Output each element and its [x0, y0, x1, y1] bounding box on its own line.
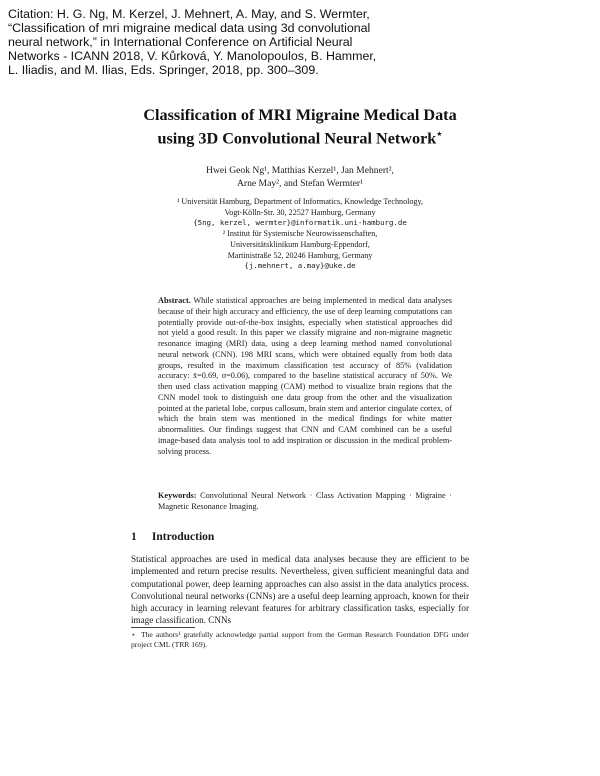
- footnote: [131, 630, 469, 651]
- affiliation-email: {5ng, kerzel, wermter}@informatik.uni-hamburg.de: [193, 218, 407, 228]
- section-number: 1: [131, 531, 137, 543]
- abstract: [158, 296, 452, 457]
- affiliations: [150, 197, 450, 272]
- affiliation-line: Vogt-Kölln-Str. 30, 22527 Hamburg, Germany: [224, 207, 376, 217]
- citation-line: Citation: H. G. Ng, M. Kerzel, J. Mehnert, A. May, and S. Wermter,: [8, 7, 370, 21]
- paper-title: [120, 106, 480, 148]
- citation-block: [8, 8, 594, 78]
- abstract-text: While statistical approaches are being implemented in medical data analyses because of their high accuracy and efficiency, the use of deep learning computations can potentially provide out-of-the-box insights, especially when statistical approaches did not yield a good result. In this paper we classify migraine and non-migraine magnetic resonance imaging (MRI) data, using a deep learning method named convolutional neural network (CNN). 198 MRI scans, which were obtained equally from both data groups, resulted in the maximum classification test accuracy of 85% (validation accuracy: x̄=0.69, σ=0.06), compared to the baseline statistical accuracy of 50%. We then used class activation mapping (CAM) method to visualize brain regions that the CNN model took to distinguish one data group from the other and the visualization pointed at the parietal lobe, corpus callosum, brain stem and anterior cingulate cortex, of which the brain stem was mentioned in the medical findings for white matter abnormalities. Our findings suggest that CNN and CAM combined can be a useful image-based data analysis tool to add inspiration or discussion in the medical problem-solving process.: [158, 296, 452, 456]
- author-line: Arne May², and Stefan Wermter¹: [236, 177, 364, 189]
- citation-line: Networks - ICANN 2018, V. Kůrková, Y. Manolopoulos, B. Hammer,: [8, 48, 377, 63]
- affiliation-email: {j.mehnert, a.may}@uke.de: [244, 261, 356, 271]
- keywords: [158, 491, 452, 513]
- citation-line: neural network,” in International Conference on Artificial Neural: [8, 34, 353, 49]
- author-list: [150, 165, 450, 190]
- affiliation-line: Martinistraße 52, 20246 Hamburg, Germany: [227, 250, 373, 260]
- title-footnote-mark: ⋆: [436, 129, 443, 140]
- affiliation-line: Universitätsklinikum Hamburg-Eppendorf,: [230, 239, 370, 249]
- keywords-text: Convolutional Neural Network · Class Activation Mapping · Migraine · Magnetic Resonance Imaging.: [158, 491, 453, 511]
- author-line: Hwei Geok Ng¹, Matthias Kerzel¹, Jan Mehnert²,: [206, 165, 394, 176]
- title-line-2: [120, 125, 480, 148]
- affiliation-line: ¹ Universität Hamburg, Department of Informatics, Knowledge Technology,: [176, 197, 424, 206]
- citation-line: “Classification of mri migraine medical data using 3d convolutional: [8, 20, 371, 35]
- title-line-text: using 3D Convolutional Neural Network: [157, 129, 437, 148]
- abstract-label: Abstract.: [158, 296, 191, 305]
- affiliation-line: ² Institut für Systemische Neurowissenschaften,: [222, 229, 378, 239]
- footnote-divider: [131, 627, 195, 628]
- section-body: Statistical approaches are used in medical data analyses because they are efficient to be implemented and return precise results. Nevertheless, given sufficient meaningful data and computational power, deep learning approaches can also assist in the data analytics process. Convolutional neural networks (CNNs) are a useful deep learning approach, known for their high accuracy in learning relevant features for arbitrary classification tasks, especially for image classification. CNNs: [131, 554, 469, 626]
- footnote-text: The authors¹ gratefully acknowledge partial support from the German Research Foundation DFG under project CML (TRR 169).: [131, 630, 469, 650]
- footnote-marker: ⋆: [131, 630, 136, 639]
- citation-line: L. Iliadis, and M. Ilias, Eds. Springer, 2018, pp. 300–309.: [8, 62, 319, 77]
- section-title: Introduction: [151, 531, 215, 543]
- keywords-label: Keywords:: [158, 491, 197, 500]
- section-heading: [131, 531, 469, 543]
- title-line: Classification of MRI Migraine Medical Data: [143, 106, 457, 124]
